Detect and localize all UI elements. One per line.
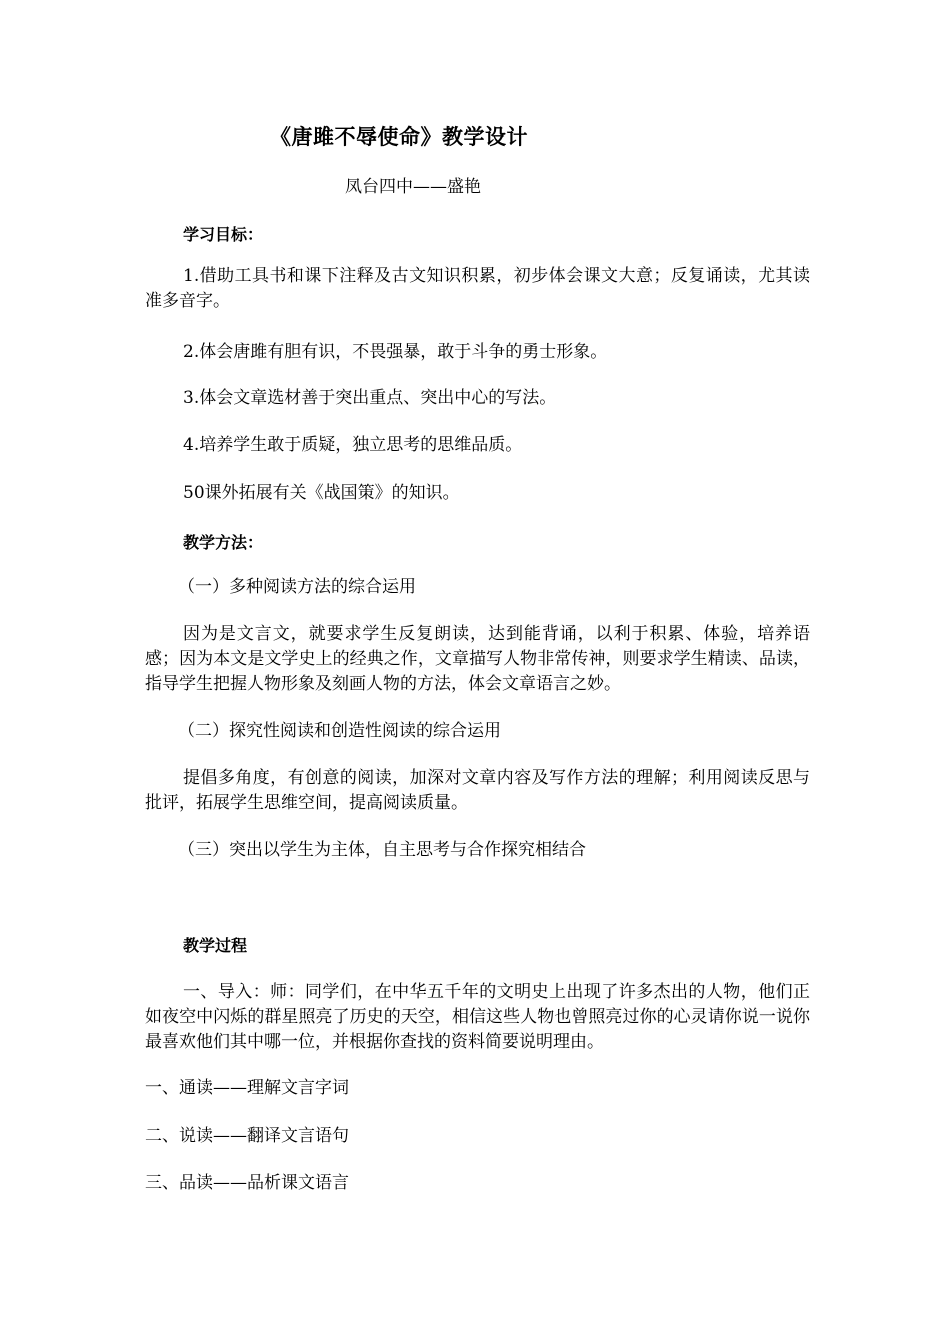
process-heading: 教学过程 bbox=[183, 936, 248, 955]
objective-item-4: 4.培养学生敢于质疑，独立思考的思维品质。 bbox=[183, 435, 523, 455]
method-3-title: （三）突出以学生为主体，自主思考与合作探究相结合 bbox=[178, 840, 586, 860]
objective-item-1: 1.借助工具书和课下注释及古文知识积累，初步体会课文大意；反复诵读，尤其读准多音字。 bbox=[145, 266, 810, 311]
objective-item-2: 2.体会唐雎有胆有识，不畏强暴，敢于斗争的勇士形象。 bbox=[183, 342, 608, 362]
objective-item-5: 50课外拓展有关《战国策》的知识。 bbox=[183, 483, 460, 503]
method-2-body: 提倡多角度，有创意的阅读，加深对文章内容及写作方法的理解；利用阅读反思与批评，拓展学生思维空间，提高阅读质量。 bbox=[145, 768, 810, 813]
process-step-3: 三、品读——品析课文语言 bbox=[145, 1173, 349, 1193]
document-author: 凤台四中——盛艳 bbox=[345, 177, 481, 197]
process-intro: 一、导入：师：同学们，在中华五千年的文明史上出现了许多杰出的人物，他们正如夜空中闪烁的群星照亮了历史的天空，相信这些人物也曾照亮过你的心灵请你说一说你最喜欢他们其中哪一位，并根据你查找的资料简要说明理由。 bbox=[145, 982, 810, 1052]
process-step-1: 一、通读——理解文言字词 bbox=[145, 1078, 349, 1098]
method-2-title: （二）探究性阅读和创造性阅读的综合运用 bbox=[178, 721, 501, 741]
method-1-body: 因为是文言文，就要求学生反复朗读，达到能背诵，以利于积累、体验，培养语感；因为本文是文学史上的经典之作，文章描写人物非常传神，则要求学生精读、品读，指导学生把握人物形象及刻画人物的方法，体会文章语言之妙。 bbox=[145, 624, 810, 694]
methods-heading: 教学方法： bbox=[183, 533, 264, 552]
method-1-title: （一）多种阅读方法的综合运用 bbox=[178, 577, 416, 597]
objectives-heading: 学习目标： bbox=[183, 225, 264, 244]
document-title: 《唐雎不辱使命》教学设计 bbox=[270, 125, 528, 149]
objective-item-3: 3.体会文章选材善于突出重点、突出中心的写法。 bbox=[183, 388, 557, 408]
process-step-2: 二、说读——翻译文言语句 bbox=[145, 1126, 349, 1146]
